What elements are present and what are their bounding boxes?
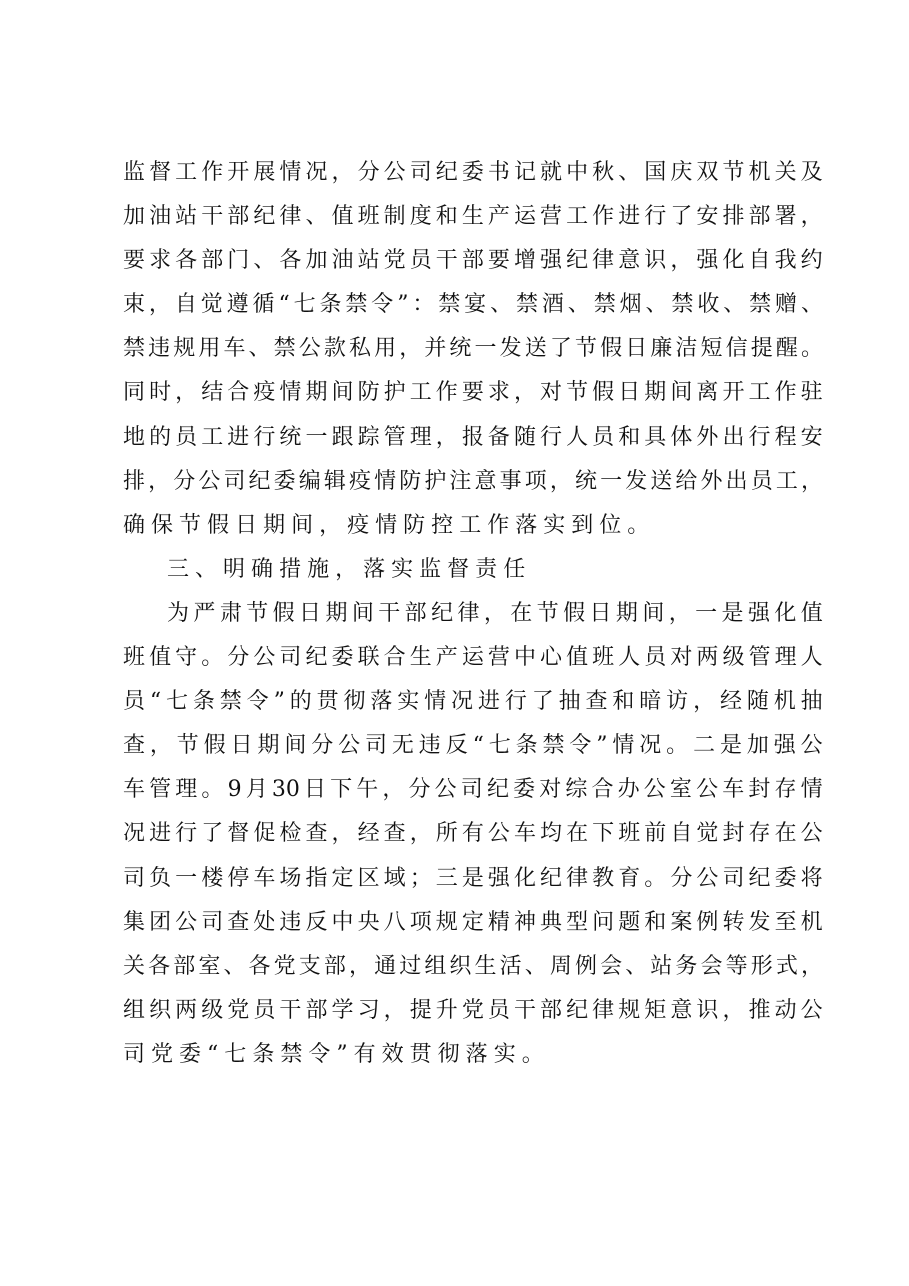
text-line: 组 织 两 级 党 员 干 部 学 习 ， 提 升 党 员 干 部 纪 律 规 矩 意 识 ， 推 动 公 <box>123 997 823 1023</box>
text-line: 班 值 守 。 分 公 司 纪 委 联 合 生 产 运 营 中 心 值 班 人 员 对 两 级 管 理 人 <box>123 645 823 671</box>
text-line: 加 油 站 干 部 纪 律 、 值 班 制 度 和 生 产 运 营 工 作 进 行 了 安 排 部 署 ， <box>123 204 823 230</box>
text-line: 司 负 一 楼 停 车 场 指 定 区 域 ； 三 是 强 化 纪 律 教 育 。 分 公 司 纪 委 将 <box>123 865 823 891</box>
text-line: 集 团 公 司 查 处 违 反 中 央 八 项 规 定 精 神 典 型 问 题 和 案 例 转 发 至 机 <box>123 909 823 935</box>
text-line: 关 各 部 室 、 各 党 支 部 ， 通 过 组 织 生 活 、 周 例 会 、 站 务 会 等 形 式 ， <box>123 953 823 979</box>
text-line: 同 时 ， 结 合 疫 情 期 间 防 护 工 作 要 求 ， 对 节 假 日 期 间 离 开 工 作 驻 <box>123 380 823 406</box>
text-line: 车 管 理 。 9 月 30 日 下 午 ， 分 公 司 纪 委 对 综 合 办 公 室 公 车 封 存 情 <box>123 777 823 803</box>
text-line: 束 ， 自 觉 遵 循 “ 七 条 禁 令 ” ： 禁 宴 、 禁 酒 、 禁 烟 、 禁 收 、 禁 赠 、 <box>123 292 823 318</box>
text-line: 监 督 工 作 开 展 情 况 ， 分 公 司 纪 委 书 记 就 中 秋 、 国 庆 双 节 机 关 及 <box>123 160 823 185</box>
text-line: 地 的 员 工 进 行 统 一 跟 踪 管 理 ， 报 备 随 行 人 员 和 具 体 外 出 行 程 安 <box>123 424 823 450</box>
text-line: 三 、 明 确 措 施 ， 落 实 监 督 责 任 <box>167 556 526 582</box>
text-line: 司 党 委 “ 七 条 禁 令 ” 有 效 贯 彻 落 实 。 <box>123 1041 544 1067</box>
text-line: 况 进 行 了 督 促 检 查 ， 经 查 ， 所 有 公 车 均 在 下 班 前 自 觉 封 存 在 公 <box>123 821 823 847</box>
text-line: 排 ， 分 公 司 纪 委 编 辑 疫 情 防 护 注 意 事 项 ， 统 一 发 送 给 外 出 员 工 ， <box>123 468 823 494</box>
document-body <box>123 151 823 1077</box>
text-line: 确 保 节 假 日 期 间 ， 疫 情 防 控 工 作 落 实 到 位 。 <box>123 512 650 538</box>
text-line: 禁 违 规 用 车 、 禁 公 款 私 用 ， 并 统 一 发 送 了 节 假 日 廉 洁 短 信 提 醒 。 <box>123 336 823 362</box>
text-line: 为 严 肃 节 假 日 期 间 干 部 纪 律 ， 在 节 假 日 期 间 ， 一 是 强 化 值 <box>167 600 823 626</box>
text-line: 员 “ 七 条 禁 令 ” 的 贯 彻 落 实 情 况 进 行 了 抽 查 和 暗 访 ， 经 随 机 抽 <box>123 689 823 715</box>
text-line: 要 求 各 部 门 、 各 加 油 站 党 员 干 部 要 增 强 纪 律 意 识 ， 强 化 自 我 约 <box>123 248 823 274</box>
text-line: 查 ， 节 假 日 期 间 分 公 司 无 违 反 “ 七 条 禁 令 ” 情 况 。 二 是 加 强 公 <box>123 733 823 759</box>
